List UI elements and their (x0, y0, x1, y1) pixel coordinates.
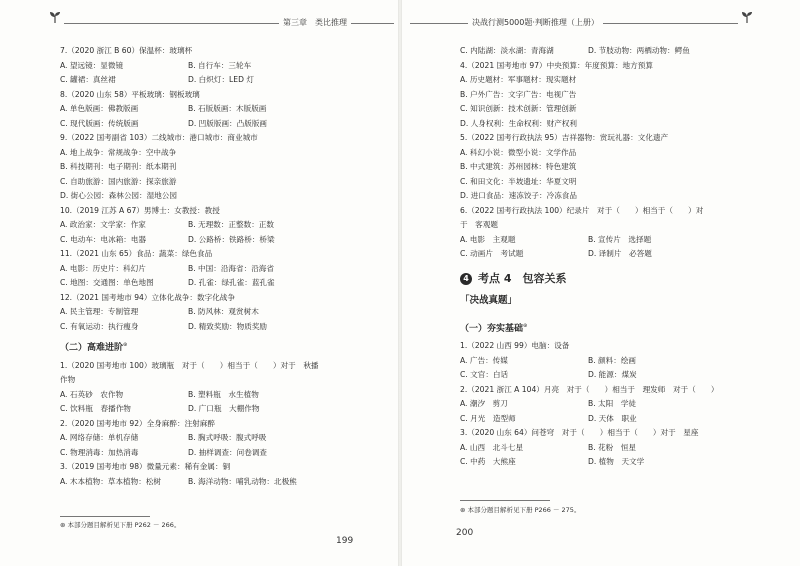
option-row (460, 146, 790, 161)
question-stem: 6.（2022 国考行政执法 100）纪录片 对于（ ）相当于（ ）对 (460, 205, 704, 215)
answer-option: A. 潮汐 剪刀 (460, 399, 508, 408)
option-row (460, 455, 790, 470)
answer-option: B. 塑料瓶 水生植物 (188, 389, 259, 399)
answer-option: D. 白炽灯：LED 灯 (188, 75, 254, 84)
option-row (60, 102, 390, 117)
option-row (60, 305, 390, 320)
option-row (60, 262, 390, 277)
answer-option: C. 现代版画：传统版画 (60, 118, 139, 128)
answer-option: B. 花粉 恒星 (588, 442, 637, 452)
option-row (60, 402, 390, 417)
option-row (60, 446, 390, 461)
answer-option: B. 宣传片 选择题 (588, 234, 652, 244)
sprout-icon (48, 10, 62, 24)
page-number-right: 200 (456, 528, 474, 538)
answer-option: C. 电动车：电冰箱：电器 (60, 234, 147, 244)
option-row (460, 397, 790, 412)
option-row (60, 475, 390, 490)
question-stem: 2.（2020 国考地市 92）全身麻醉：注射麻醉 (60, 418, 215, 428)
question-stem: 3.（2020 山东 64）问苍穹 对于（ ）相当于（ ）对于 星座 (460, 428, 699, 437)
option-row (460, 44, 790, 59)
option-row (60, 175, 390, 190)
section-heading (460, 319, 790, 337)
answer-option: B. 中国：沿海省：沿海省 (188, 263, 274, 273)
footnote-marker: ⊛ (523, 322, 528, 329)
option-row (60, 117, 390, 132)
question-stem: 3.（2019 国考地市 98）微量元素：稀有金属：铜 (60, 462, 231, 471)
answer-option: B. 科技期刊：电子期刊：纸本期刊 (60, 162, 177, 171)
answer-option: B. 石版版画：木版版画 (188, 104, 267, 113)
exam-section-title: 「决战真题」 (460, 295, 518, 306)
option-row (60, 233, 390, 248)
answer-option: D. 能源：煤炭 (588, 370, 637, 379)
question-stem-continued: 于 客观题 (460, 220, 498, 229)
option-row (460, 175, 790, 190)
question-stem: 7.（2020 浙江 B 60）保温杯：玻璃杯 (60, 46, 193, 55)
sprout-icon (740, 10, 754, 24)
answer-option: C. 文官：白话 (460, 370, 509, 379)
footnote-marker: ⊛ (123, 342, 128, 348)
answer-option: D. 凹版版画：凸版版画 (188, 118, 268, 128)
answer-option: A. 广告：传媒 (460, 355, 508, 365)
answer-option: A. 网络存储：单机存储 (60, 433, 139, 442)
answer-option: C. 和田文化：半坡遗址：华夏文明 (460, 176, 577, 186)
answer-option: B. 海洋动物：哺乳动物：北极熊 (188, 476, 297, 486)
question-stem: 9.（2022 国考副省 103）二线城市：港口城市：商业城市 (60, 133, 258, 142)
answer-option: D. 广口瓶 大棚作物 (188, 404, 260, 413)
answer-option: C. 月光 造型师 (460, 413, 516, 423)
option-row (460, 73, 790, 88)
option-row (460, 102, 790, 117)
answer-option: B. 中式建筑：苏州园林：特色建筑 (460, 162, 577, 171)
option-row (460, 160, 790, 175)
answer-option: B. 胸式呼吸：腹式呼吸 (188, 433, 267, 442)
question-stem: 8.（2020 山东 58）平板玻璃：钢板玻璃 (60, 89, 200, 99)
answer-option: C. 饮料瓶 春播作物 (60, 404, 131, 413)
right-header (410, 15, 738, 31)
book-title: 决战行测5000题·判断推理（上册） (468, 17, 603, 28)
right-content (460, 44, 790, 470)
answer-option: C. 动画片 考试题 (460, 249, 524, 258)
answer-option: D. 译制片 必答题 (588, 249, 652, 258)
answer-option: D. 植物 天文学 (588, 457, 645, 466)
answer-option: C. 有氧运动：执行瘦身 (60, 321, 139, 331)
answer-option: B. 太阳 学徒 (588, 399, 637, 408)
right-footnote: ⊛ 本部分题目解析见下册 P266 － 275。 (460, 506, 581, 514)
answer-option: A. 单色版画：佛教版画 (60, 104, 139, 113)
option-row (60, 388, 390, 403)
answer-option: C. 地图：交通图：单色地图 (60, 278, 154, 287)
answer-option: C. 物理消毒：加热消毒 (60, 447, 139, 457)
page-number-left: 199 (336, 536, 354, 546)
answer-option: C. 罐裙：真丝裙 (60, 75, 116, 84)
question-stem: 12.（2021 国考地市 94）立体化战争：数字化战争 (60, 292, 235, 302)
question-stem: 1.（2022 山西 99）电脑：设备 (460, 341, 570, 350)
topic-number-badge: 4 (460, 273, 472, 285)
option-row (460, 233, 790, 248)
left-content (60, 44, 390, 489)
option-row (460, 441, 790, 456)
answer-option: C. 中药 大熊座 (460, 457, 516, 466)
answer-option: D. 街心公园：森林公园：湿地公园 (60, 191, 177, 200)
option-row (60, 160, 390, 175)
option-row (60, 276, 390, 291)
answer-option: D. 人身权利：生命权利：财产权利 (460, 118, 577, 128)
section-title: （二）高难进阶 (60, 343, 124, 353)
option-row (60, 189, 390, 204)
option-row (460, 368, 790, 383)
answer-option: D. 节肢动物：两栖动物：鳄鱼 (588, 46, 690, 55)
answer-option: A. 电影 主观题 (460, 234, 516, 244)
topic-heading (460, 272, 790, 287)
option-row (60, 146, 390, 161)
answer-option: A. 政治家：文学家：作家 (60, 220, 146, 229)
option-row (460, 247, 790, 262)
answer-option: D. 进口食品：速冻饺子：冷冻食品 (460, 191, 577, 200)
question-stem: 2.（2021 浙江 A 104）月亮 对于（ ）相当于 理发师 对于（ ） (460, 384, 719, 394)
answer-option: A. 望远镜：显微镜 (60, 60, 124, 70)
question-stem: 11.（2021 山东 65）食品：蔬菜：绿色食品 (60, 249, 213, 258)
answer-option: B. 户外广告：文字广告：电视广告 (460, 89, 577, 99)
answer-option: D. 公路桥：铁路桥：桥梁 (188, 234, 275, 244)
answer-option: A. 木本植物：草本植物：松树 (60, 476, 162, 486)
answer-option: A. 山西 北斗七星 (460, 442, 524, 452)
answer-option: C. 知识创新：技术创新：管理创新 (460, 104, 577, 113)
answer-option: B. 颜料：绘画 (588, 355, 637, 365)
right-page (400, 0, 800, 566)
answer-option: B. 防风林：观赏树木 (188, 307, 259, 316)
answer-option: A. 历史题材：军事题材：现实题材 (460, 75, 577, 84)
chapter-title: 第三章 类比推理 (279, 17, 351, 28)
left-footnote: ⊛ 本部分题目解析见下册 P262 － 266。 (60, 521, 181, 529)
option-row (60, 320, 390, 335)
answer-option: A. 电影：历史片：科幻片 (60, 263, 146, 273)
option-row (60, 59, 390, 74)
answer-option: D. 精致奖励：物质奖励 (188, 321, 268, 331)
question-stem: 1.（2020 国考地市 100）玻璃瓶 对于（ ）相当于（ ）对于 秋播 (60, 360, 319, 370)
option-row (460, 412, 790, 427)
answer-option: C. 自助旅游：国内旅游：探亲旅游 (60, 176, 177, 186)
section-title: （一）夯实基础 (460, 323, 524, 334)
left-header (64, 15, 394, 31)
answer-option: D. 抽样调查：问卷调查 (188, 447, 268, 457)
option-row (60, 73, 390, 88)
answer-option: D. 孔雀：绿孔雀：蓝孔雀 (188, 278, 275, 287)
answer-option: A. 石英砂 农作物 (60, 389, 124, 399)
question-stem: 4.（2021 国考地市 97）中央预算：年度预算：地方预算 (460, 60, 653, 70)
question-stem: 5.（2022 国考行政执法 95）吉祥器物：赏玩礼器：文化遗产 (460, 133, 669, 142)
answer-option: A. 科幻小说：微型小说：文学作品 (460, 147, 577, 157)
option-row (460, 189, 790, 204)
answer-option: B. 无理数：正整数：正数 (188, 220, 274, 229)
option-row (60, 431, 390, 446)
option-row (460, 354, 790, 369)
answer-option: C. 内陆湖：淡水湖：青海湖 (460, 46, 554, 55)
topic-title: 考点 4 包容关系 (478, 271, 567, 285)
answer-option: A. 民主管理：专制管理 (60, 307, 139, 316)
answer-option: B. 自行车：三轮车 (188, 60, 252, 70)
option-row (460, 88, 790, 103)
option-row (460, 117, 790, 132)
question-stem-continued: 作物 (60, 375, 76, 384)
answer-option: D. 天体 职业 (588, 413, 637, 423)
option-row (60, 218, 390, 233)
answer-option: A. 地上战争：常规战争：空中战争 (60, 147, 177, 157)
question-stem: 10.（2019 江苏 A 67）男博士：女教授：教授 (60, 205, 220, 215)
section-heading (60, 338, 390, 356)
